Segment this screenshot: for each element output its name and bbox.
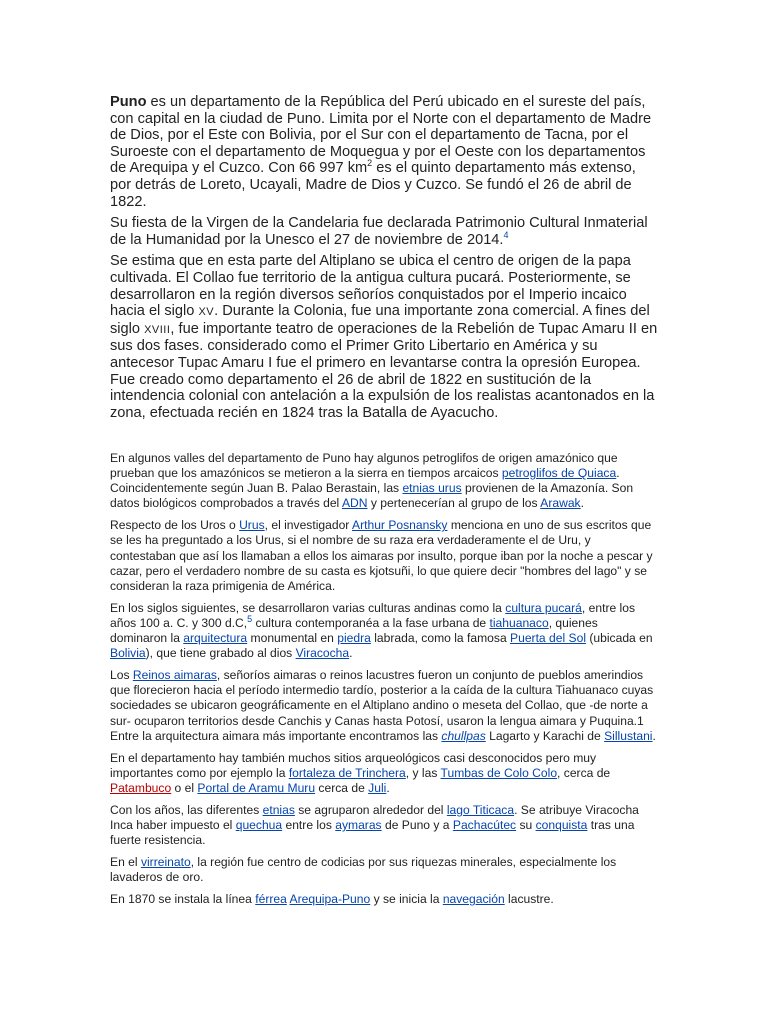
text: , el investigador xyxy=(264,518,353,533)
text: . Se atribuye Viracocha Inca haber impuesto el xyxy=(110,802,639,833)
reference-5[interactable]: 5 xyxy=(247,613,253,624)
link-aymaras[interactable]: aymaras xyxy=(335,818,382,833)
text: cultura contemporanéa a la fase urbana de xyxy=(252,615,490,630)
text: entre los xyxy=(282,818,336,833)
link-bolivia[interactable]: Bolivia xyxy=(110,646,146,661)
paragraph-intro xyxy=(110,94,658,210)
link-reinos-aimaras[interactable]: Reinos aimaras xyxy=(132,668,217,683)
text: su xyxy=(516,818,536,833)
text: , señoríos aimaras o reinos lacustres fueron un conjunto de pueblos amerindios que florecieron hacia el período intermedio tardío, posterior a la caída de la cultura Tiahuanaco cuyas sociedades se ubicaron geográficamente en el Altiplano andino o meseta del Collao, que -de norte a sur- ocuparon territorios desde Canchis y Canas hasta Potosí, usaron la lengua aimara y Puquina.1 Entre la arquitectura aimara más importante encontramos las xyxy=(110,668,654,743)
paragraph-culturas xyxy=(110,601,658,661)
text: En el departamento hay también muchos sitios arqueológicos casi desconocidos pero muy importantes como por ejemplo la xyxy=(110,750,597,780)
link-tiahuanaco[interactable]: tiahuanaco xyxy=(489,615,549,630)
reference-4[interactable]: 4 xyxy=(503,229,509,240)
text: y se inicia la xyxy=(370,892,443,907)
paragraph-reinos-aimaras xyxy=(110,668,658,743)
paragraph-virreinato xyxy=(110,855,658,885)
text: Se estima que en esta parte del Altiplano se ubica el centro de origen de la papa cultivada. El Collao fue territorio de la antigua cultura pucará. Posteriormente, se desarrollaron en la región diversos señoríos conquistados por el Imperio incaico hacia el siglo xyxy=(110,253,631,320)
text: . Coincidentemente según Juan B. Palao Berastain, las xyxy=(110,466,620,496)
superscript: 2 xyxy=(367,158,373,169)
text: lacustre. xyxy=(504,892,554,907)
paragraph-uros xyxy=(110,518,658,593)
link-viracocha[interactable]: Viracocha xyxy=(295,646,350,661)
text: En el xyxy=(110,855,141,870)
link-fortaleza-trinchera[interactable]: fortaleza de Trinchera xyxy=(288,765,406,780)
text: es un departamento de la República del Perú ubicado en el sureste del país, con capital en la ciudad de Puno. Limita por el Norte con el departamento de Madre de Dios, por el Este con Bolivia, por el Sur con el departamento de Tacna, por el Suroeste con el departamento de Moquegua y por el Oeste con los departamentos de Arequipa y el Cuzco. Con 66 997 km xyxy=(110,94,652,177)
link-piedra[interactable]: piedra xyxy=(337,631,371,646)
link-arthur-posnansky[interactable]: Arthur Posnansky xyxy=(352,518,448,533)
paragraph-candelaria xyxy=(110,215,658,248)
text: , y las xyxy=(405,765,441,780)
century-xviii: XVIII xyxy=(144,323,171,336)
text: tras una fuerte resistencia. xyxy=(110,818,635,848)
text: En los siglos siguientes, se desarrollaron varias culturas andinas como la xyxy=(110,600,506,615)
link-chullpas[interactable]: chullpas xyxy=(441,728,486,743)
link-ferrea[interactable]: férrea xyxy=(255,892,287,907)
text: se agruparon alrededor del xyxy=(294,802,447,817)
link-lago-titicaca[interactable]: lago Titicaca xyxy=(446,802,515,817)
text: , fue importante teatro de operaciones de la Rebelión de Tupac Amaru II en sus dos fases. considerado como el Primer Grito Libertario en América y su antecesor Tupac Amaru I fue el primero en levantarse contra la opresión Europea. Fue creado como departamento el 26 de abril de 1822 en sustitución de la intendencia colonial con antelación a la expulsión de los realistas acantonados en la zona, efectuada recién en 1824 tras la Batalla de Ayacucho. xyxy=(110,320,658,421)
link-etnias[interactable]: etnias xyxy=(262,802,295,817)
paragraph-etnias xyxy=(110,803,658,848)
link-puerta-del-sol[interactable]: Puerta del Sol xyxy=(510,631,587,646)
link-quechua[interactable]: quechua xyxy=(235,818,283,833)
link-adn[interactable]: ADN xyxy=(341,496,368,511)
link-navegacion[interactable]: navegación xyxy=(442,892,505,907)
link-pachacutec[interactable]: Pachacútec xyxy=(452,818,517,833)
link-cultura-pucara[interactable]: cultura pucará xyxy=(505,600,582,615)
text: de Puno y a xyxy=(381,818,453,833)
text: En algunos valles del departamento de Puno hay algunos petroglifos de origen amazónico que prueban que los amazónicos se metieron a la sierra en tiempos arcaicos xyxy=(110,451,618,481)
link-petroglifos-quiaca[interactable]: petroglifos de Quiaca xyxy=(501,466,617,481)
title-term: Puno xyxy=(110,94,147,110)
link-conquista[interactable]: conquista xyxy=(535,818,588,833)
text: Respecto de los Uros o xyxy=(110,518,240,533)
intro-section xyxy=(110,94,658,426)
text: . Durante la Colonia, fue una importante zona comercial. A fines del siglo xyxy=(110,303,650,337)
link-urus[interactable]: Urus xyxy=(239,518,265,533)
text: , la región fue centro de codicias por sus riquezas minerales, especialmente los lavaderos de oro. xyxy=(110,855,617,885)
text: Con los años, las diferentes xyxy=(110,802,263,817)
link-arequipa-puno[interactable]: Arequipa-Puno xyxy=(289,892,371,907)
text: cerca de xyxy=(315,780,369,795)
link-etnias-urus[interactable]: etnias urus xyxy=(402,481,462,496)
text: labrada, como la famosa xyxy=(370,631,511,646)
text: (ubicada en xyxy=(586,631,653,646)
text: es el quinto departamento más extenso, por detrás de Loreto, Ucayali, Madre de Dios y Cuzco. Se fundó el 26 de abril de 1822. xyxy=(110,160,636,210)
text: , entre los años 100 a. C. y 300 d.C, xyxy=(110,600,636,630)
text: ), que tiene grabado al dios xyxy=(145,646,296,661)
text: . xyxy=(349,646,353,661)
century-xv: XV xyxy=(198,306,215,319)
text: menciona en uno de sus escritos que se les ha preguntado a los Urus, si el nombre de su raza era verdaderamente el de Uru, y contestaban que así los llamaban a ellos los aimaras por insulto, porque iban por la noche a pescar y cazar, pero el verdadero nombre de su casta es kjotsuñi, lo que quiere decir "hombres del lago" y se consideran la raza primigenia de América. xyxy=(110,518,653,593)
link-juli[interactable]: Juli xyxy=(368,780,387,795)
text: monumental en xyxy=(247,631,338,646)
text: . xyxy=(386,780,390,795)
text: . xyxy=(652,728,656,743)
details-section xyxy=(110,451,658,915)
link-arquitectura[interactable]: arquitectura xyxy=(183,631,248,646)
paragraph-sitios-arqueologicos xyxy=(110,751,658,796)
text: En 1870 se instala la línea xyxy=(110,892,256,907)
link-sillustani[interactable]: Sillustani xyxy=(604,728,653,743)
link-arawak[interactable]: Arawak xyxy=(540,496,581,511)
link-virreinato[interactable]: virreinato xyxy=(140,855,191,870)
paragraph-ferrocarril xyxy=(110,892,658,907)
text: Los xyxy=(110,668,133,683)
link-portal-aramu-muru[interactable]: Portal de Aramu Muru xyxy=(197,780,316,795)
text: o el xyxy=(171,780,198,795)
text: , cerca de xyxy=(557,765,611,780)
link-patambuco[interactable]: Patambuco xyxy=(110,780,172,795)
text: y pertenecerían al grupo de los xyxy=(367,496,541,511)
text: provienen de la Amazonía. Son datos biológicos comprobados a través del xyxy=(110,481,634,511)
paragraph-history xyxy=(110,253,658,421)
text: Su fiesta de la Virgen de la Candelaria fue declarada Patrimonio Cultural Inmaterial de la Humanidad por la Unesco el 27 de noviembre de 2014. xyxy=(110,215,648,248)
paragraph-petroglifos xyxy=(110,451,658,511)
link-tumbas-colo-colo[interactable]: Tumbas de Colo Colo xyxy=(440,765,558,780)
text: . xyxy=(580,496,584,511)
text: , quienes dominaron la xyxy=(110,615,598,646)
text: Lagarto y Karachi de xyxy=(485,728,605,743)
